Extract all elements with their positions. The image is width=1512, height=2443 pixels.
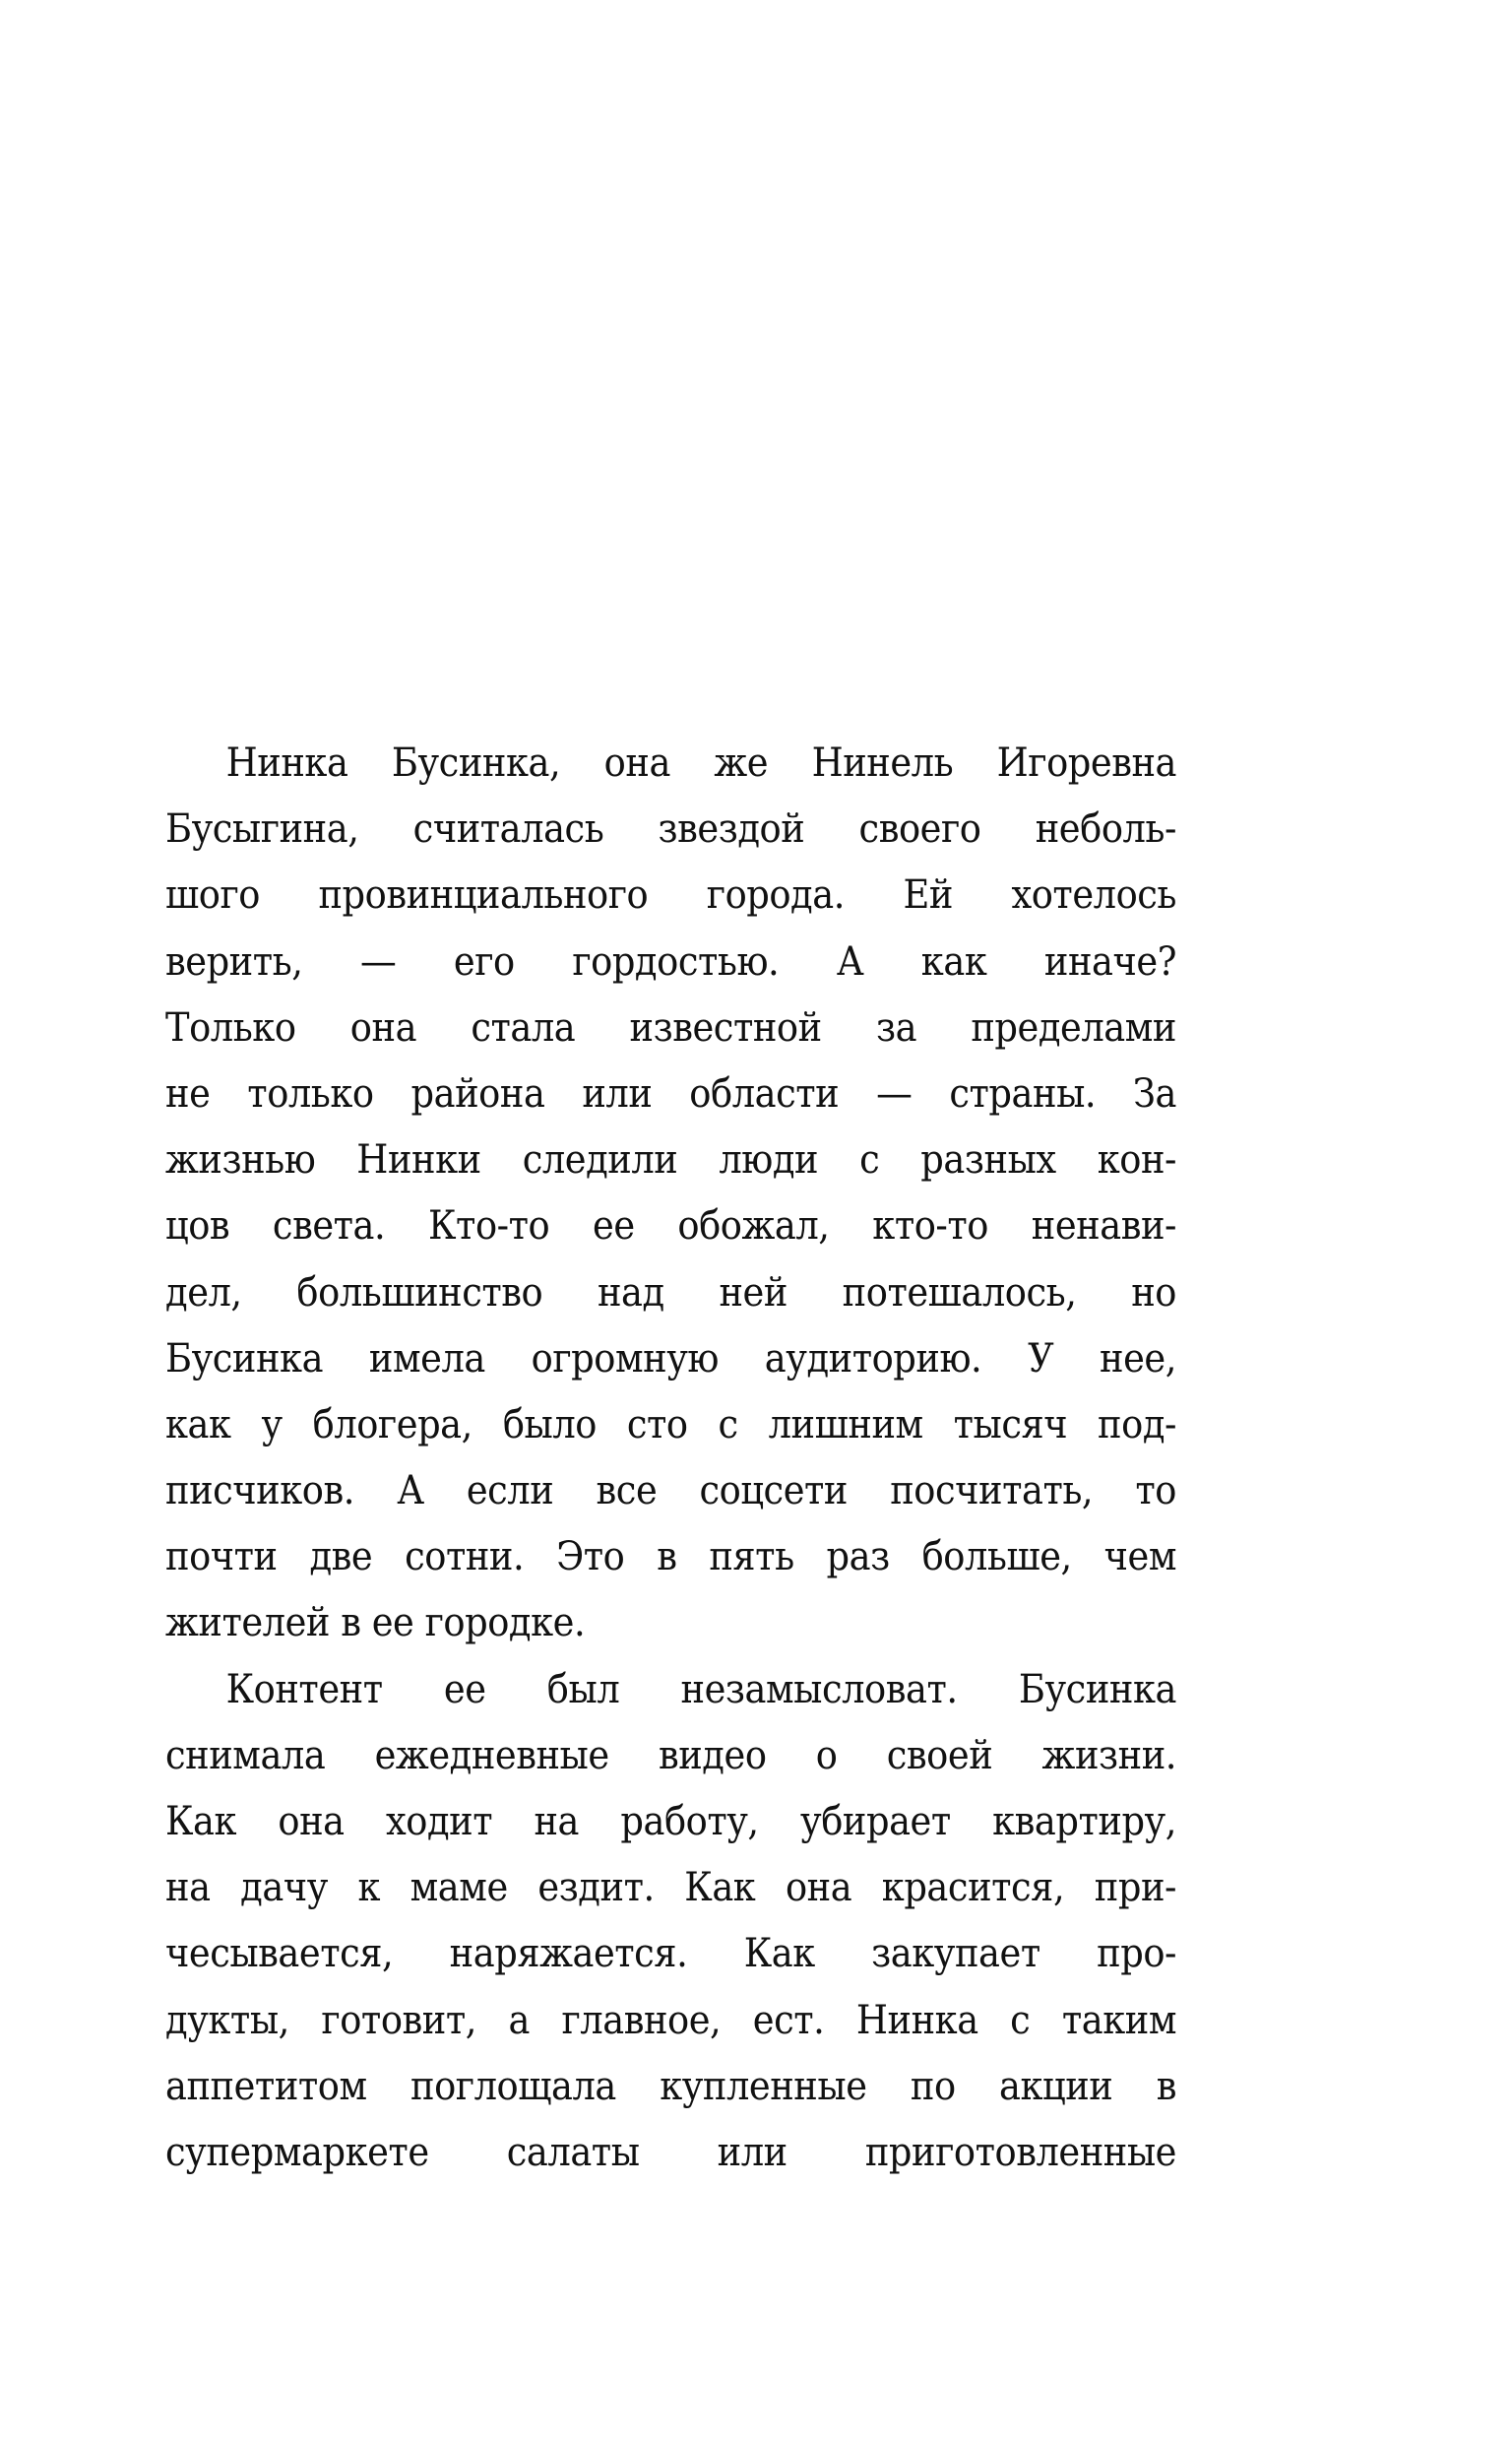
text-line: верить, — его гордостью. А как иначе? bbox=[165, 938, 1176, 985]
text-line: Бусыгина, считалась звездой своего неболь- bbox=[165, 806, 1176, 853]
text-line: шого провинциального города. Ей хотелось bbox=[165, 872, 1176, 919]
paragraph-2 bbox=[165, 1657, 1176, 2187]
text-line: дукты, готовит, а главное, ест. Нинка с таким bbox=[165, 1997, 1176, 2043]
text-line: Как она ходит на работу, убирает квартиру, bbox=[165, 1799, 1176, 1844]
text-line: супермаркете салаты или приготовленные bbox=[165, 2129, 1176, 2175]
paragraph-1 bbox=[165, 731, 1176, 1657]
text-line: на дачу к маме ездит. Как она красится, при- bbox=[165, 1865, 1176, 1911]
text-line: писчиков. А если все соцсети посчитать, то bbox=[165, 1468, 1176, 1514]
text-line: Бусинка имела огромную аудиторию. У нее, bbox=[165, 1335, 1176, 1382]
text-line: снимала ежедневные видео о своей жизни. bbox=[165, 1732, 1176, 1778]
text-line: не только района или области — страны. За bbox=[165, 1070, 1176, 1117]
text-line: жителей в ее городке. bbox=[165, 1600, 586, 1646]
text-line: Нинка Бусинка, она же Нинель Игоревна bbox=[225, 740, 1176, 786]
text-line: дел, большинство над ней потешалось, но bbox=[165, 1269, 1176, 1316]
text-line: Контент ее был незамысловат. Бусинка bbox=[225, 1666, 1176, 1712]
text-line: чесывается, наряжается. Как закупает про- bbox=[165, 1931, 1176, 1977]
text-line: аппетитом поглощала купленные по акции в bbox=[165, 2063, 1176, 2109]
text-line: жизнью Нинки следили люди с разных кон- bbox=[165, 1137, 1176, 1184]
text-line: цов света. Кто-то ее обожал, кто-то ненави- bbox=[165, 1203, 1176, 1250]
text-line: почти две сотни. Это в пять раз больше, чем bbox=[165, 1534, 1176, 1580]
text-line: как у блогера, было сто с лишним тысяч под- bbox=[165, 1401, 1176, 1447]
text-line: Только она стала известной за пределами bbox=[165, 1004, 1176, 1051]
page-body bbox=[165, 731, 1176, 2186]
